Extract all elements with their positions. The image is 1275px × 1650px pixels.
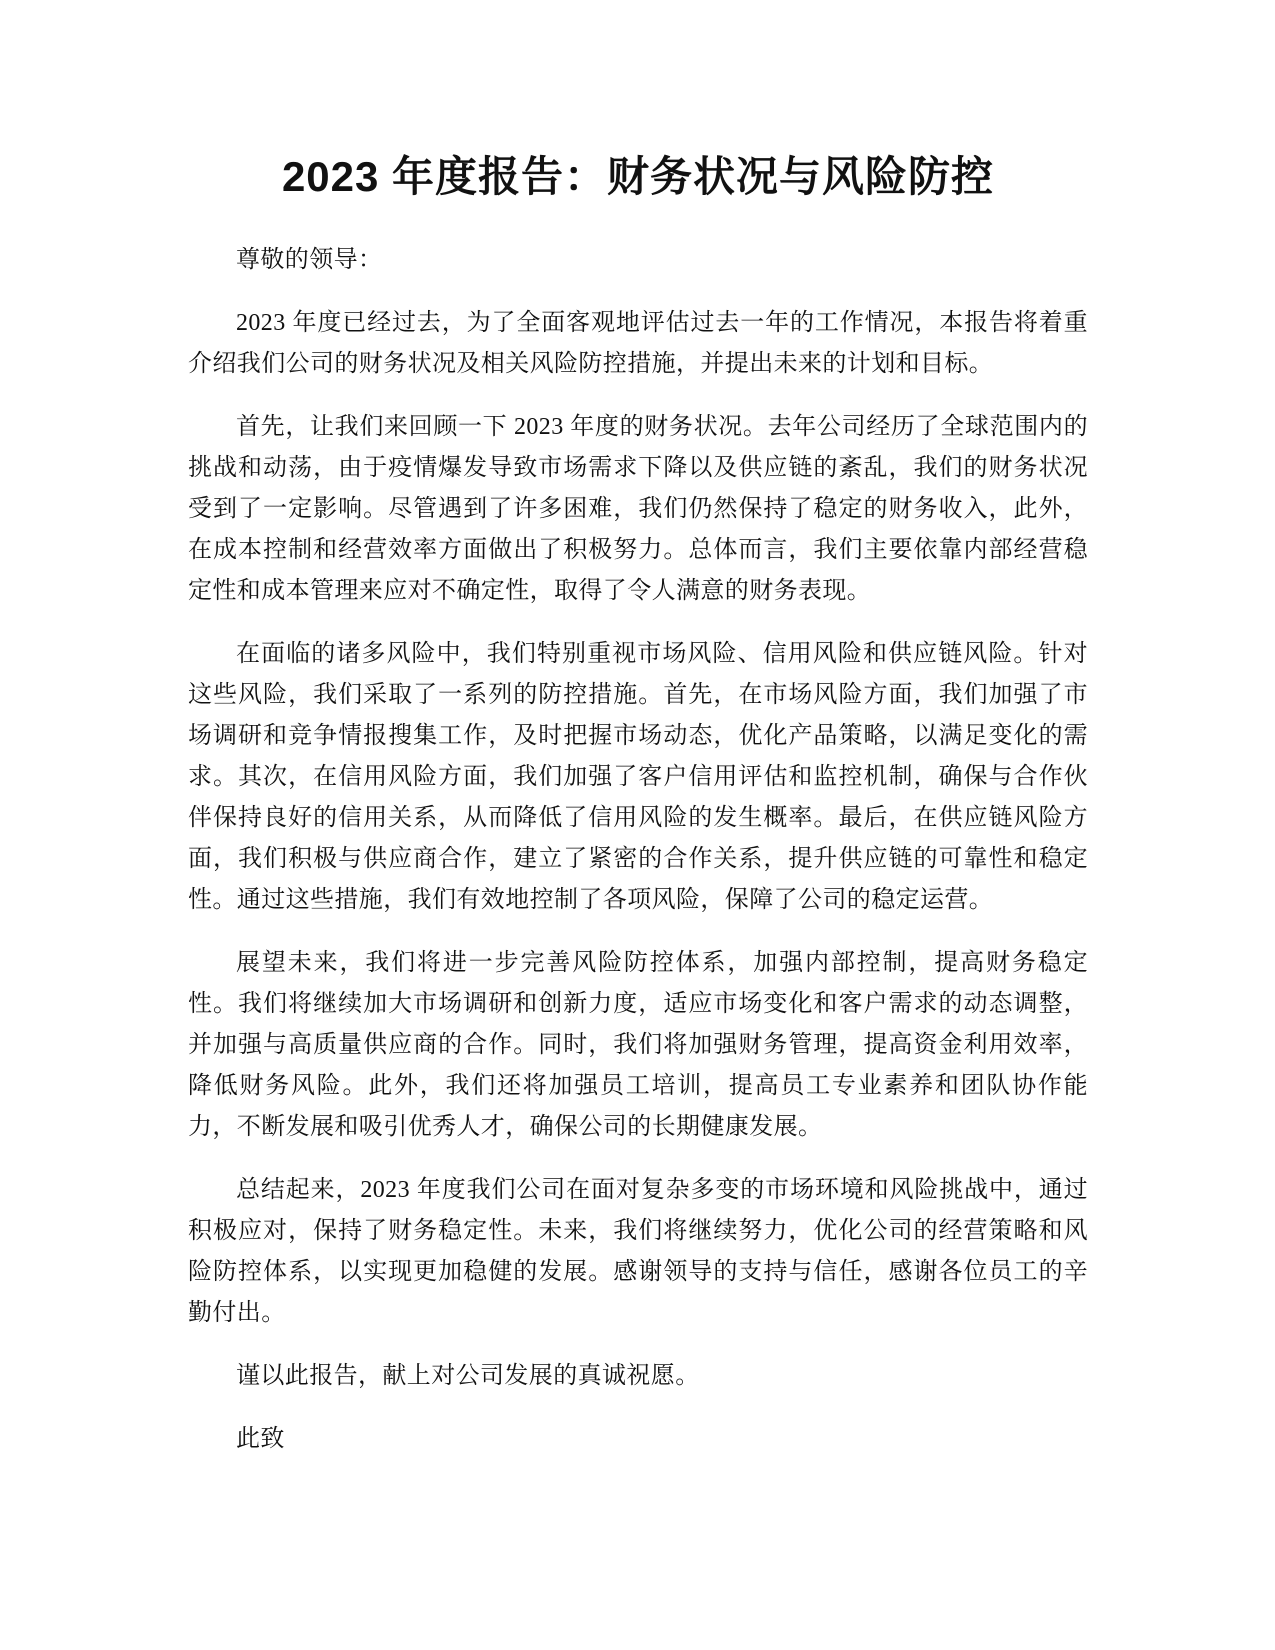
document-body — [188, 148, 1088, 1482]
paragraph-risk-control: 在面临的诸多风险中，我们特别重视市场风险、信用风险和供应链风险。针对这些风险，我们采取了一系列的防控措施。首先，在市场风险方面，我们加强了市场调研和竞争情报搜集工作，及时把握市场动态，优化产品策略，以满足变化的需求。其次，在信用风险方面，我们加强了客户信用评估和监控机制，确保与合作伙伴保持良好的信用关系，从而降低了信用风险的发生概率。最后，在供应链风险方面，我们积极与供应商合作，建立了紧密的合作关系，提升供应链的可靠性和稳定性。通过这些措施，我们有效地控制了各项风险，保障了公司的稳定运营。 — [188, 641, 1088, 913]
paragraph-financial-review: 首先，让我们来回顾一下 2023 年度的财务状况。去年公司经历了全球范围内的挑战和动荡，由于疫情爆发导致市场需求下降以及供应链的紊乱，我们的财务状况受到了一定影响。尽管遇到了许多困难，我们仍然保持了稳定的财务收入，此外，在成本控制和经营效率方面做出了积极努力。总体而言，我们主要依靠内部经营稳定性和成本管理来应对不确定性，取得了令人满意的财务表现。 — [188, 414, 1088, 604]
sign-off: 此致 — [236, 1426, 285, 1452]
document-title: 2023 年度报告：财务状况与风险防控 — [281, 153, 995, 200]
closing-line: 谨以此报告，献上对公司发展的真诚祝愿。 — [236, 1363, 700, 1389]
paragraph-outlook: 展望未来，我们将进一步完善风险防控体系，加强内部控制，提高财务稳定性。我们将继续加大市场调研和创新力度，适应市场变化和客户需求的动态调整，并加强与高质量供应商的合作。同时，我们将加强财务管理，提高资金利用效率，降低财务风险。此外，我们还将加强员工培训，提高员工专业素养和团队协作能力，不断发展和吸引优秀人才，确保公司的长期健康发展。 — [188, 950, 1088, 1140]
paragraph-summary: 总结起来，2023 年度我们公司在面对复杂多变的市场环境和风险挑战中，通过积极应对，保持了财务稳定性。未来，我们将继续努力，优化公司的经营策略和风险防控体系，以实现更加稳健的发展。感谢领导的支持与信任，感谢各位员工的辛勤付出。 — [188, 1177, 1088, 1326]
salutation: 尊敬的领导： — [236, 247, 383, 273]
paragraph-intro: 2023 年度已经过去，为了全面客观地评估过去一年的工作情况，本报告将着重介绍我们公司的财务状况及相关风险防控措施，并提出未来的计划和目标。 — [188, 310, 1088, 377]
